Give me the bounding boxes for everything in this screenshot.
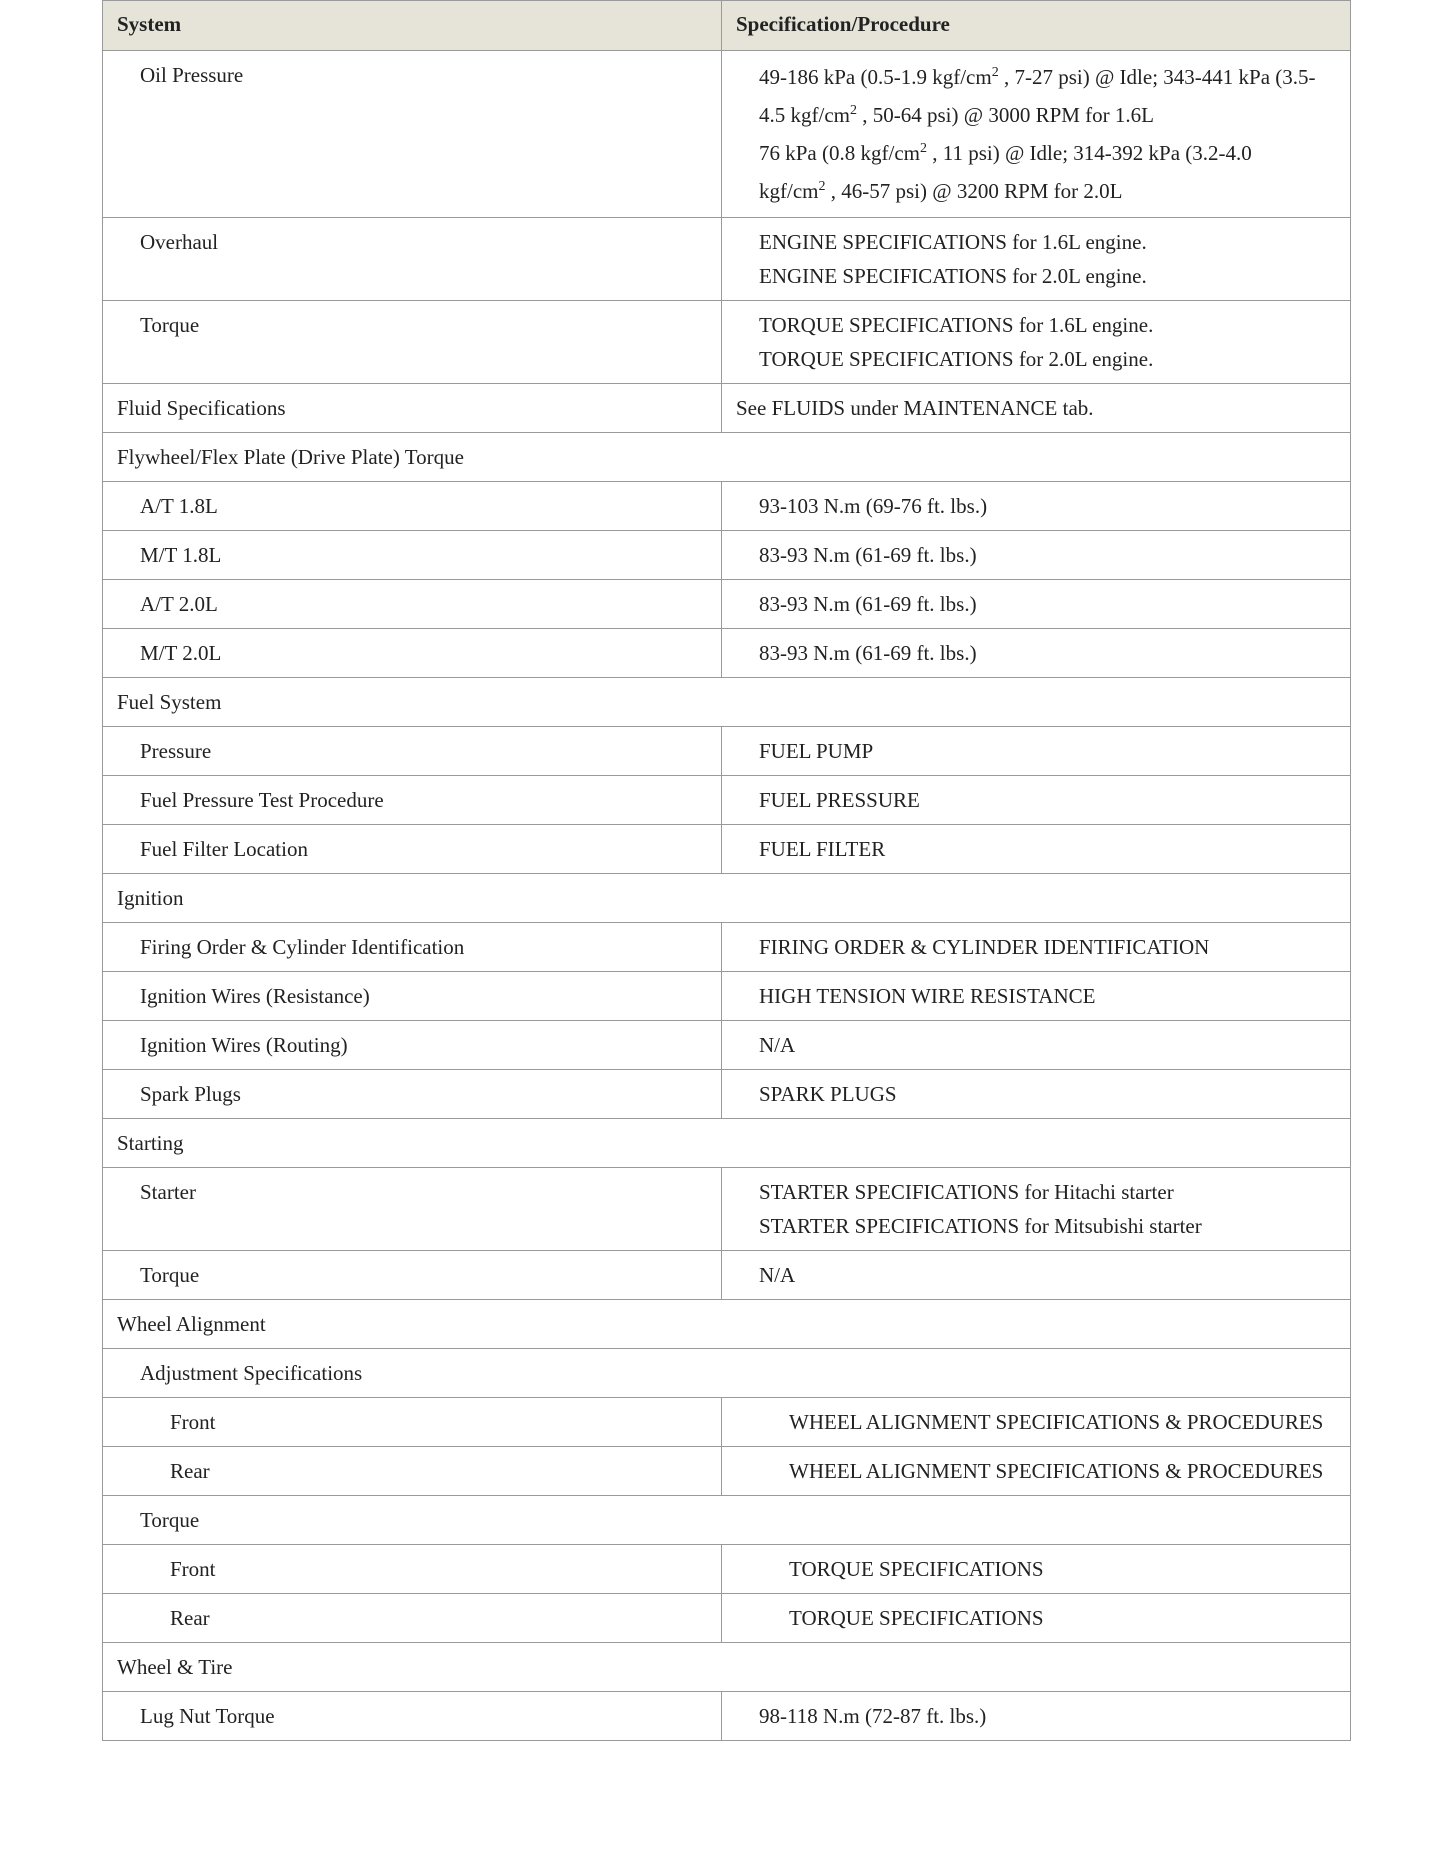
subsection-heading-adjustment: Adjustment Specifications bbox=[103, 1349, 1351, 1398]
row-label: Rear bbox=[103, 1594, 722, 1643]
subsection-heading-row bbox=[103, 1496, 1351, 1545]
table-row bbox=[103, 1447, 1351, 1496]
row-value-link[interactable]: FUEL PUMP bbox=[722, 727, 1351, 776]
row-label: Lug Nut Torque bbox=[103, 1692, 722, 1741]
spec-line: kgf/$cm^2$ , 46-57 psi) @ 3200 RPM for 2.0L bbox=[759, 179, 1123, 203]
row-label: Front bbox=[103, 1398, 722, 1447]
row-value-starter bbox=[722, 1168, 1351, 1251]
row-label: Ignition Wires (Resistance) bbox=[103, 972, 722, 1021]
spec-link[interactable]: ENGINE SPECIFICATIONS for 1.6L engine. bbox=[759, 230, 1147, 254]
row-value-link[interactable]: WHEEL ALIGNMENT SPECIFICATIONS & PROCEDURES bbox=[722, 1398, 1351, 1447]
table-row bbox=[103, 580, 1351, 629]
spec-link[interactable]: STARTER SPECIFICATIONS for Mitsubishi starter bbox=[759, 1214, 1202, 1238]
row-label-oil-pressure: Oil Pressure bbox=[103, 51, 722, 218]
spec-link[interactable]: STARTER SPECIFICATIONS for Hitachi starter bbox=[759, 1180, 1174, 1204]
row-label: A/T 1.8L bbox=[103, 482, 722, 531]
row-label: Fuel Pressure Test Procedure bbox=[103, 776, 722, 825]
section-heading-row bbox=[103, 1119, 1351, 1168]
section-heading-row bbox=[103, 874, 1351, 923]
row-value-link[interactable]: SPARK PLUGS bbox=[722, 1070, 1351, 1119]
table-row bbox=[103, 776, 1351, 825]
table-row bbox=[103, 384, 1351, 433]
row-label: Ignition Wires (Routing) bbox=[103, 1021, 722, 1070]
spec-link[interactable]: TORQUE SPECIFICATIONS for 1.6L engine. bbox=[759, 313, 1154, 337]
section-heading-wheel-alignment: Wheel Alignment bbox=[103, 1300, 1351, 1349]
row-label: Torque bbox=[103, 1251, 722, 1300]
row-label-fluid-specifications: Fluid Specifications bbox=[103, 384, 722, 433]
row-label: M/T 1.8L bbox=[103, 531, 722, 580]
subsection-heading-row bbox=[103, 1349, 1351, 1398]
section-heading-row bbox=[103, 1300, 1351, 1349]
row-value: N/A bbox=[722, 1251, 1351, 1300]
row-value-link[interactable]: FUEL PRESSURE bbox=[722, 776, 1351, 825]
row-label: A/T 2.0L bbox=[103, 580, 722, 629]
row-value-link[interactable]: WHEEL ALIGNMENT SPECIFICATIONS & PROCEDURES bbox=[722, 1447, 1351, 1496]
table-row bbox=[103, 301, 1351, 384]
row-label-starter: Starter bbox=[103, 1168, 722, 1251]
spec-line: 76 kPa (0.8 kgf/$cm^2$ , 11 psi) @ Idle; 314-392 kPa (3.2-4.0 bbox=[759, 141, 1252, 165]
spec-link[interactable]: ENGINE SPECIFICATIONS for 2.0L engine. bbox=[759, 264, 1147, 288]
row-label: Fuel Filter Location bbox=[103, 825, 722, 874]
table-row bbox=[103, 825, 1351, 874]
section-heading-flywheel: Flywheel/Flex Plate (Drive Plate) Torque bbox=[103, 433, 1351, 482]
column-header-system: System bbox=[103, 1, 722, 51]
section-heading-starting: Starting bbox=[103, 1119, 1351, 1168]
row-label: Firing Order & Cylinder Identification bbox=[103, 923, 722, 972]
table-row bbox=[103, 482, 1351, 531]
section-heading-fuel-system: Fuel System bbox=[103, 678, 1351, 727]
row-label: Pressure bbox=[103, 727, 722, 776]
row-label: Spark Plugs bbox=[103, 1070, 722, 1119]
row-value: 83-93 N.m (61-69 ft. lbs.) bbox=[722, 580, 1351, 629]
section-heading-ignition: Ignition bbox=[103, 874, 1351, 923]
table-row bbox=[103, 218, 1351, 301]
table-row bbox=[103, 629, 1351, 678]
section-heading-row bbox=[103, 1643, 1351, 1692]
section-heading-wheel-tire: Wheel & Tire bbox=[103, 1643, 1351, 1692]
row-value-link[interactable]: TORQUE SPECIFICATIONS bbox=[722, 1545, 1351, 1594]
table-row bbox=[103, 1070, 1351, 1119]
row-value: N/A bbox=[722, 1021, 1351, 1070]
table-row bbox=[103, 1398, 1351, 1447]
table-row bbox=[103, 51, 1351, 218]
subsection-heading-torque: Torque bbox=[103, 1496, 1351, 1545]
spec-line: 49-186 kPa (0.5-1.9 kgf/$cm^2$ , 7-27 psi) @ Idle; 343-441 kPa (3.5- bbox=[759, 65, 1316, 89]
row-label: M/T 2.0L bbox=[103, 629, 722, 678]
table-row bbox=[103, 1545, 1351, 1594]
table-row bbox=[103, 1251, 1351, 1300]
row-value-link[interactable]: HIGH TENSION WIRE RESISTANCE bbox=[722, 972, 1351, 1021]
table-row bbox=[103, 1168, 1351, 1251]
table-row bbox=[103, 1594, 1351, 1643]
section-heading-row bbox=[103, 433, 1351, 482]
table-row bbox=[103, 923, 1351, 972]
row-value-overhaul bbox=[722, 218, 1351, 301]
row-value: 83-93 N.m (61-69 ft. lbs.) bbox=[722, 531, 1351, 580]
row-label: Front bbox=[103, 1545, 722, 1594]
table-header-row bbox=[103, 1, 1351, 51]
table-row bbox=[103, 531, 1351, 580]
table-row bbox=[103, 1692, 1351, 1741]
row-label: Rear bbox=[103, 1447, 722, 1496]
row-value: 98-118 N.m (72-87 ft. lbs.) bbox=[722, 1692, 1351, 1741]
table-row bbox=[103, 972, 1351, 1021]
row-value: 83-93 N.m (61-69 ft. lbs.) bbox=[722, 629, 1351, 678]
row-label-overhaul: Overhaul bbox=[103, 218, 722, 301]
column-header-specification: Specification/Procedure bbox=[722, 1, 1351, 51]
row-value-link[interactable]: FUEL FILTER bbox=[722, 825, 1351, 874]
spec-line: 4.5 kgf/$cm^2$ , 50-64 psi) @ 3000 RPM for 1.6L bbox=[759, 103, 1154, 127]
row-value: 93-103 N.m (69-76 ft. lbs.) bbox=[722, 482, 1351, 531]
row-value-link[interactable]: FIRING ORDER & CYLINDER IDENTIFICATION bbox=[722, 923, 1351, 972]
specifications-table bbox=[102, 0, 1351, 1741]
row-label-torque: Torque bbox=[103, 301, 722, 384]
section-heading-row bbox=[103, 678, 1351, 727]
row-value-torque bbox=[722, 301, 1351, 384]
row-value-fluid-specifications[interactable]: See FLUIDS under MAINTENANCE tab. bbox=[722, 384, 1351, 433]
row-value-oil-pressure bbox=[722, 51, 1351, 218]
table-row bbox=[103, 727, 1351, 776]
table-row bbox=[103, 1021, 1351, 1070]
row-value-link[interactable]: TORQUE SPECIFICATIONS bbox=[722, 1594, 1351, 1643]
spec-link[interactable]: TORQUE SPECIFICATIONS for 2.0L engine. bbox=[759, 347, 1154, 371]
